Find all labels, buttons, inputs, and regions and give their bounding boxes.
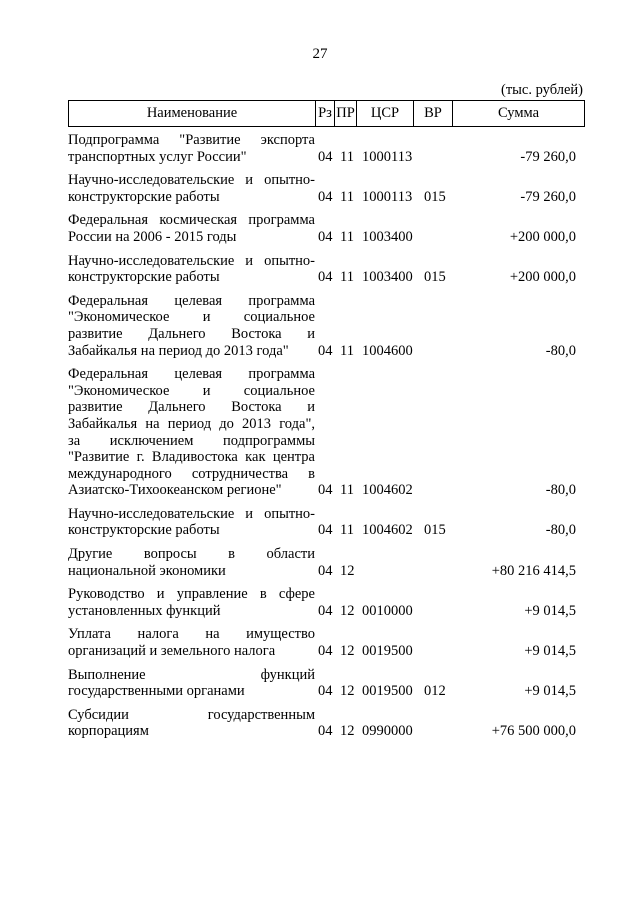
row-sum: -79 260,0 <box>520 188 576 205</box>
row-name-line: Научно-исследовательские и опытно- <box>68 252 315 269</box>
row-name-line: Федеральная космическая программа <box>68 212 315 229</box>
units-label: (тыс. рублей) <box>501 82 583 98</box>
row-rz: 04 <box>318 482 333 499</box>
row-csr: 1004602 <box>362 482 413 499</box>
row-name-line: организаций и земельного налога <box>68 643 276 660</box>
row-name <box>68 172 315 205</box>
table-row <box>68 293 585 359</box>
table-row <box>68 132 585 165</box>
table-row <box>68 626 585 659</box>
row-vr: 015 <box>424 522 446 539</box>
table-row <box>68 212 585 245</box>
row-csr: 1003400 <box>362 228 413 245</box>
row-name-line: Уплата налога на имущество <box>68 626 315 643</box>
row-pr: 12 <box>340 723 355 740</box>
row-name-line: Научно-исследовательские и опытно- <box>68 172 315 189</box>
row-name-line: национальной экономики <box>68 562 226 579</box>
row-pr: 12 <box>340 602 355 619</box>
row-name-line: Другие вопросы в области <box>68 546 315 563</box>
row-name <box>68 253 315 286</box>
row-name <box>68 366 315 499</box>
row-vr: 015 <box>424 188 446 205</box>
header-pr: ПР <box>335 101 357 126</box>
row-name <box>68 546 315 579</box>
row-sum: +80 216 414,5 <box>491 562 576 579</box>
row-sum: +9 014,5 <box>524 602 576 619</box>
row-name <box>68 293 315 359</box>
table-header <box>68 100 585 127</box>
row-name-line: Азиатско-Тихоокеанском регионе" <box>68 482 282 499</box>
row-rz: 04 <box>318 228 333 245</box>
row-csr: 1000113 <box>362 148 413 165</box>
row-name-line: международного сотрудничества в <box>68 465 315 482</box>
row-name-line: транспортных услуг России" <box>68 148 247 165</box>
row-rz: 04 <box>318 148 333 165</box>
row-name <box>68 506 315 539</box>
page-number: 27 <box>312 46 328 62</box>
row-name-line: "Экономическое и социальное <box>68 382 315 399</box>
row-name-line: Субсидии государственным <box>68 706 315 723</box>
row-name-line: Федеральная целевая программа <box>68 292 315 309</box>
row-rz: 04 <box>318 723 333 740</box>
row-rz: 04 <box>318 342 333 359</box>
table-row <box>68 667 585 700</box>
row-csr: 0019500 <box>362 683 413 700</box>
row-csr: 1004602 <box>362 522 413 539</box>
table-row <box>68 253 585 286</box>
row-name-line: "Развитие г. Владивостока как центра <box>68 449 315 466</box>
row-csr: 0019500 <box>362 643 413 660</box>
row-csr: 0990000 <box>362 723 413 740</box>
row-pr: 12 <box>340 683 355 700</box>
row-vr: 012 <box>424 683 446 700</box>
row-sum: +200 000,0 <box>509 228 576 245</box>
row-name <box>68 707 315 740</box>
row-name-line: Научно-исследовательские и опытно- <box>68 505 315 522</box>
row-pr: 11 <box>340 228 354 245</box>
row-pr: 12 <box>340 562 355 579</box>
table-row <box>68 546 585 579</box>
row-sum: -80,0 <box>545 482 576 499</box>
row-csr: 0010000 <box>362 602 413 619</box>
header-name: Наименование <box>69 101 316 126</box>
row-sum: +200 000,0 <box>509 269 576 286</box>
row-name <box>68 132 315 165</box>
row-rz: 04 <box>318 188 333 205</box>
row-name-line: за исключением подпрограммы <box>68 432 315 449</box>
row-name <box>68 586 315 619</box>
row-pr: 11 <box>340 522 354 539</box>
row-pr: 11 <box>340 482 354 499</box>
row-name-line: Подпрограмма "Развитие экспорта <box>68 132 315 148</box>
row-name-line: конструкторские работы <box>68 269 220 286</box>
row-name-line: развитие Дальнего Востока и <box>68 399 315 416</box>
table-body <box>68 132 585 747</box>
header-sum: Сумма <box>497 105 540 121</box>
row-name-line: конструкторские работы <box>68 522 220 539</box>
table-row <box>68 366 585 499</box>
row-rz: 04 <box>318 643 333 660</box>
row-csr: 1000113 <box>362 188 413 205</box>
table-row <box>68 707 585 740</box>
row-sum: -80,0 <box>545 342 576 359</box>
row-name <box>68 212 315 245</box>
table-row <box>68 172 585 205</box>
header-rz: Рз <box>316 101 335 126</box>
row-name-line: Забайкалья на период до 2013 года", <box>68 415 315 432</box>
row-vr: 015 <box>424 269 446 286</box>
row-pr: 11 <box>340 342 354 359</box>
row-name-line: установленных функций <box>68 602 221 619</box>
row-name-line: Руководство и управление в сфере <box>68 586 315 603</box>
row-name-line: Забайкалья на период до 2013 года" <box>68 342 289 359</box>
row-rz: 04 <box>318 522 333 539</box>
row-name-line: конструкторские работы <box>68 188 220 205</box>
row-rz: 04 <box>318 269 333 286</box>
row-pr: 11 <box>340 148 354 165</box>
row-sum: -80,0 <box>545 522 576 539</box>
table-row <box>68 506 585 539</box>
row-name <box>68 626 315 659</box>
row-name-line: развитие Дальнего Востока и <box>68 325 315 342</box>
row-sum: +9 014,5 <box>524 683 576 700</box>
row-sum: -79 260,0 <box>520 148 576 165</box>
row-rz: 04 <box>318 602 333 619</box>
row-name-line: Федеральная целевая программа <box>68 366 315 383</box>
row-name-line: России на 2006 - 2015 годы <box>68 228 237 245</box>
row-name-line: Выполнение функций <box>68 666 315 683</box>
row-name-line: "Экономическое и социальное <box>68 309 315 326</box>
row-name-line: корпорациям <box>68 723 149 740</box>
row-name <box>68 667 315 700</box>
row-sum: +76 500 000,0 <box>491 723 576 740</box>
table-row <box>68 586 585 619</box>
row-pr: 12 <box>340 643 355 660</box>
row-rz: 04 <box>318 683 333 700</box>
row-sum: +9 014,5 <box>524 643 576 660</box>
row-csr: 1003400 <box>362 269 413 286</box>
row-pr: 11 <box>340 188 354 205</box>
row-name-line: государственными органами <box>68 683 245 700</box>
row-csr: 1004600 <box>362 342 413 359</box>
row-pr: 11 <box>340 269 354 286</box>
header-csr: ЦСР <box>357 101 414 126</box>
row-rz: 04 <box>318 562 333 579</box>
header-vr: ВР <box>414 101 453 126</box>
